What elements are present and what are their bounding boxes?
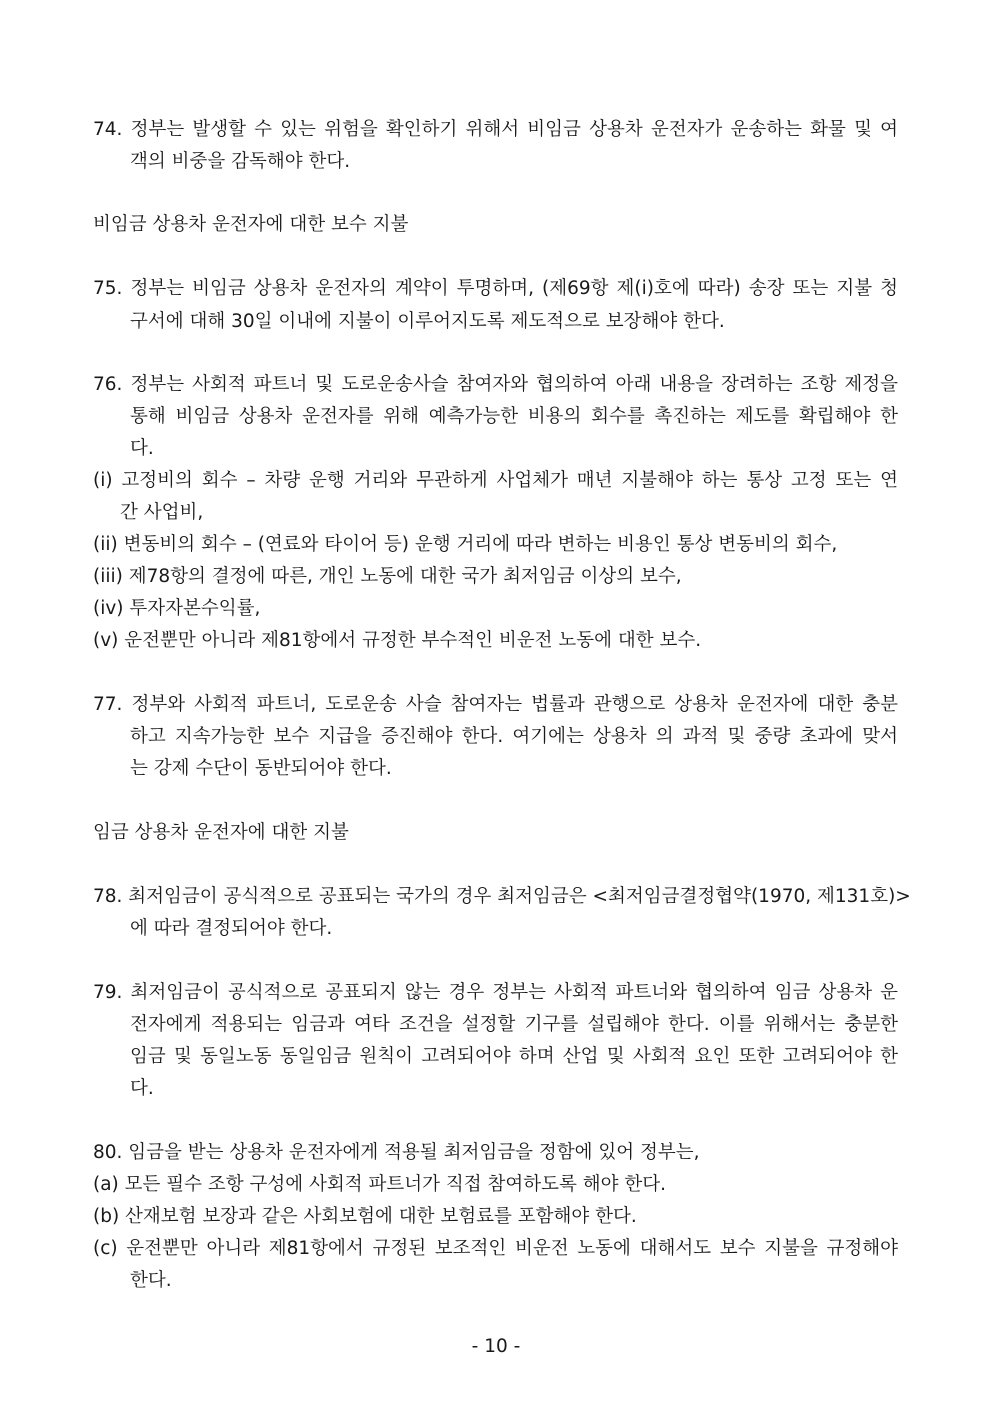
para-75-line-2: 구서에 대해 30일 이내에 지불이 이루어지도록 제도적으로 보장해야 한다.	[130, 311, 725, 332]
item-80-a: (a) 모든 필수 조항 구성에 사회적 파트너가 직접 참여하도록 해야 한다.	[93, 1174, 666, 1195]
para-79-line-1: 79. 최저임금이 공식적으로 공표되지 않는 경우 정부는 사회적 파트너와 협의하여 임금 상용차 운	[93, 982, 898, 1003]
para-79-line-2: 전자에게 적용되는 임금과 여타 조건을 설정할 기구를 설립해야 한다. 이를 위해서는 충분한	[130, 1014, 898, 1035]
item-76-iv: (iv) 투자자본수익률,	[93, 598, 261, 619]
section-heading-nonwage-pay: 비임금 상용차 운전자에 대한 보수 지불	[93, 214, 409, 235]
para-77-line-1: 77. 정부와 사회적 파트너, 도로운송 사슬 참여자는 법률과 관행으로 상용차 운전자에 대한 충분	[93, 694, 898, 715]
item-80-c-line-1: (c) 운전뿐만 아니라 제81항에서 규정된 보조적인 비운전 노동에 대해서도 보수 지불을 규정해야	[93, 1238, 898, 1259]
para-79-line-3: 임금 및 동일노동 동일임금 원칙이 고려되어야 하며 산업 및 사회적 요인 또한 고려되어야 한	[130, 1046, 898, 1067]
item-76-ii: (ii) 변동비의 회수 – (연료와 타이어 등) 운행 거리에 따라 변하는 비용인 통상 변동비의 회수,	[93, 534, 838, 555]
para-80: 80. 임금을 받는 상용차 운전자에게 적용될 최저임금을 정함에 있어 정부는,	[93, 1142, 700, 1163]
page-number: - 10 -	[471, 1336, 521, 1357]
item-80-b: (b) 산재보험 보장과 같은 사회보험에 대한 보험료를 포함해야 한다.	[93, 1206, 637, 1227]
item-76-i-line-1: (i) 고정비의 회수 – 차량 운행 거리와 무관하게 사업체가 매년 지불해야 하는 통상 고정 또는 연	[93, 470, 898, 491]
para-78-line-2: 에 따라 결정되어야 한다.	[130, 918, 333, 939]
item-80-c-line-2: 한다.	[130, 1270, 172, 1291]
item-76-iii: (iii) 제78항의 결정에 따른, 개인 노동에 대한 국가 최저임금 이상의 보수,	[93, 566, 682, 587]
item-76-i-line-2: 간 사업비,	[120, 502, 204, 523]
section-heading-wage-pay: 임금 상용차 운전자에 대한 지불	[93, 822, 349, 843]
para-74-line-2: 객의 비중을 감독해야 한다.	[130, 151, 351, 172]
item-76-v: (v) 운전뿐만 아니라 제81항에서 규정한 부수적인 비운전 노동에 대한 보수.	[93, 630, 702, 651]
para-76-line-3: 다.	[130, 438, 154, 459]
para-78-line-1: 78. 최저임금이 공식적으로 공표되는 국가의 경우 최저임금은 <최저임금결정협약(1970, 제131호)>	[93, 886, 911, 907]
para-74-line-1: 74. 정부는 발생할 수 있는 위험을 확인하기 위해서 비임금 상용차 운전자가 운송하는 화물 및 여	[93, 119, 898, 140]
para-77-line-2: 하고 지속가능한 보수 지급을 증진해야 한다. 여기에는 상용차 의 과적 및 중량 초과에 맞서	[130, 726, 898, 747]
para-76-line-2: 통해 비임금 상용차 운전자를 위해 예측가능한 비용의 회수를 촉진하는 제도를 확립해야 한	[130, 406, 898, 427]
para-76-line-1: 76. 정부는 사회적 파트너 및 도로운송사슬 참여자와 협의하여 아래 내용을 장려하는 조항 제정을	[93, 374, 898, 395]
para-75-line-1: 75. 정부는 비임금 상용차 운전자의 계약이 투명하며, (제69항 제(i)호에 따라) 송장 또는 지불 청	[93, 278, 898, 299]
para-77-line-3: 는 강제 수단이 동반되어야 한다.	[130, 758, 392, 779]
para-79-line-4: 다.	[130, 1078, 154, 1099]
